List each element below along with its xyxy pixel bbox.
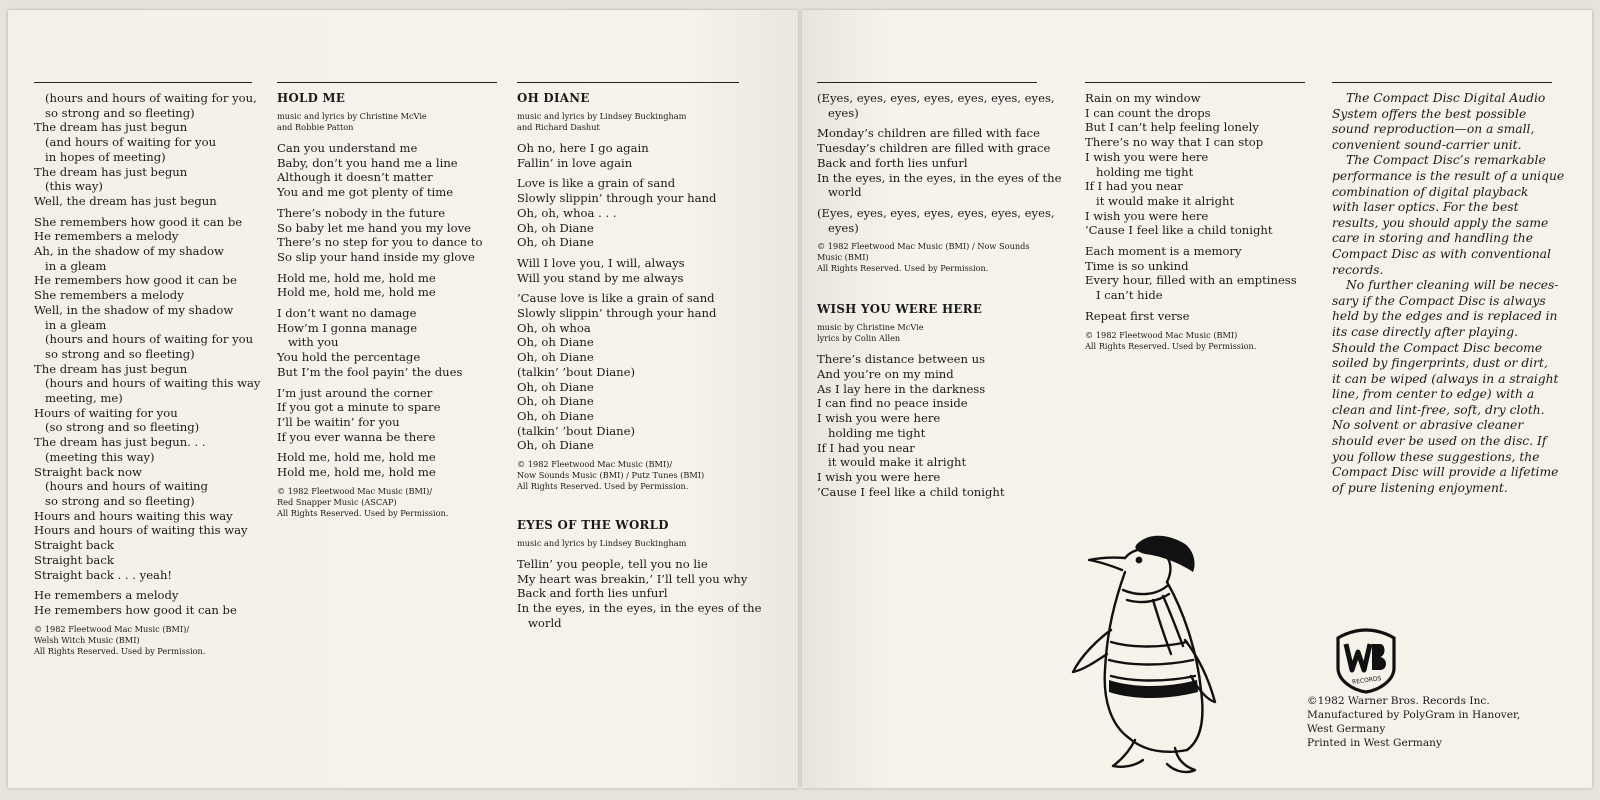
lyric-line: Straight back xyxy=(34,552,114,567)
lyric-line: So slip your hand inside my glove xyxy=(277,249,475,264)
copyright-line: © 1982 Fleetwood Mac Music (BMI) xyxy=(1085,329,1238,340)
lyric-line: Baby, don’t you hand me a line xyxy=(277,155,458,170)
cd-notice-line: held by the edges and is replaced in xyxy=(1332,309,1558,324)
lyric-line: Hold me, hold me, hold me xyxy=(277,450,436,465)
cd-notice-line: convenient sound-carrier unit. xyxy=(1332,137,1522,152)
lyric-line: I can find no peace inside xyxy=(817,396,968,411)
credit-line: lyrics by Colin Allen xyxy=(817,333,901,344)
lyric-line: The dream has just begun xyxy=(34,120,188,135)
lyric-line: ’Cause I feel like a child tonight xyxy=(817,484,1005,499)
lyric-line: Oh no, here I go again xyxy=(517,141,649,155)
column-rule xyxy=(1085,82,1305,83)
lyrics-column-5 xyxy=(1085,82,1305,352)
copyright-line: © 1982 Fleetwood Mac Music (BMI)/ xyxy=(34,623,190,634)
lyric-line: Oh, oh, whoa . . . xyxy=(517,205,617,220)
credit-line: music and lyrics by Christine McVie xyxy=(277,111,427,121)
lyric-line: Oh, oh Diane xyxy=(517,350,594,365)
lyric-line: Oh, oh Diane xyxy=(517,438,594,453)
cd-notice-line: clean and lint-free, soft, dry cloth. xyxy=(1332,402,1545,417)
lyrics-stanzas xyxy=(277,141,497,480)
lyric-line: The dream has just begun xyxy=(34,164,188,179)
stanza xyxy=(277,386,497,445)
cd-notice-line: Compact Disc will provide a lifetime xyxy=(1332,465,1559,480)
lyric-line: (hours and hours of waiting this way xyxy=(45,376,261,391)
lyric-line: She remembers a melody xyxy=(34,288,184,303)
stanza xyxy=(277,306,497,380)
lyric-line: Will I love you, I will, always xyxy=(517,255,685,270)
lyric-line: I can’t hide xyxy=(1096,288,1163,303)
lyric-line: Each moment is a memory xyxy=(1085,244,1242,259)
lyric-line: Every hour, filled with an emptiness xyxy=(1085,273,1297,288)
song-credit xyxy=(517,538,739,549)
song-credit xyxy=(517,111,739,133)
lyrics-lines xyxy=(1085,91,1305,324)
copyright-line: Red Snapper Music (ASCAP) xyxy=(277,496,397,507)
lyric-line: I wish you were here xyxy=(1085,208,1209,223)
lyric-line: If I had you near xyxy=(1085,179,1183,194)
lyric-line: Straight back . . . yeah! xyxy=(34,567,173,582)
copyright-line: © 1982 Fleetwood Mac Music (BMI)/ xyxy=(517,459,673,470)
label-line: Manufactured by PolyGram in Hanover, xyxy=(1307,709,1521,721)
cd-notice-text xyxy=(1332,91,1565,496)
lyric-line: in a gleam xyxy=(45,317,107,332)
stanza xyxy=(517,291,739,453)
credit-line: and Richard Dashut xyxy=(517,122,600,132)
cd-notice-line: No solvent or abrasive cleaner xyxy=(1332,418,1524,433)
lyrics-lines xyxy=(817,352,1037,499)
lyric-line: holding me tight xyxy=(1096,164,1194,179)
beret xyxy=(1135,536,1194,572)
song-credit xyxy=(817,322,1037,344)
lyric-line: holding me tight xyxy=(828,425,926,440)
lyric-line: Oh, oh Diane xyxy=(517,408,594,423)
lyric-line: Well, the dream has just begun xyxy=(34,193,217,208)
cd-notice-line: The Compact Disc’s remarkable xyxy=(1346,153,1546,168)
lyric-line: Rain on my window xyxy=(1085,91,1201,105)
song-title-wish-you-were-here: WISH YOU WERE HERE xyxy=(817,302,983,317)
left-page xyxy=(8,10,798,788)
label-line: ©1982 Warner Bros. Records Inc. xyxy=(1307,695,1490,707)
lyric-line: world xyxy=(828,185,862,200)
lyrics-column-oh-diane xyxy=(517,82,762,631)
lyric-line: He remembers how good it can be xyxy=(34,273,237,288)
label-footer xyxy=(1307,694,1520,750)
copyright-line: © 1982 Fleetwood Mac Music (BMI) / Now Sounds xyxy=(817,241,1030,252)
lyric-line: Fallin’ in love again xyxy=(517,155,633,170)
lyric-line: Oh, oh Diane xyxy=(517,235,594,250)
song-credit xyxy=(277,111,497,133)
cd-notice-line: sary if the Compact Disc is always xyxy=(1332,293,1546,308)
copyright-line: All Rights Reserved. Used by Permission. xyxy=(34,645,206,656)
cd-notice-line: results, you should apply the same xyxy=(1332,215,1549,230)
copyright-notice xyxy=(817,241,1037,274)
lyric-line: Love is like a grain of sand xyxy=(517,176,676,191)
lyric-line: Oh, oh Diane xyxy=(517,394,594,409)
copyright-line: Now Sounds Music (BMI) / Putz Tunes (BMI) xyxy=(517,470,705,481)
lyric-line: You hold the percentage xyxy=(277,350,421,365)
stanza xyxy=(277,141,497,200)
lyric-line: Oh, oh whoa xyxy=(517,320,591,335)
label-line: Printed in West Germany xyxy=(1307,737,1442,749)
cd-notice-line: performance is the result of a unique xyxy=(1332,168,1565,183)
right-page xyxy=(802,10,1592,788)
column-rule xyxy=(817,82,1037,83)
lyric-line: I don’t want no damage xyxy=(277,306,417,321)
lyric-line: (talkin’ ’bout Diane) xyxy=(517,364,636,379)
cd-notice-line: records. xyxy=(1332,262,1384,277)
lyric-line: You and me got plenty of time xyxy=(277,185,454,200)
lyric-line: in a gleam xyxy=(45,258,107,273)
label-line: West Germany xyxy=(1307,723,1386,735)
lyric-line: The dream has just begun xyxy=(34,361,188,376)
lyric-line: As I lay here in the darkness xyxy=(817,381,986,396)
credit-line: and Robbie Patton xyxy=(277,122,354,132)
lyric-line: (hours and hours of waiting for you xyxy=(45,332,254,347)
lyrics-lines xyxy=(34,91,261,618)
lyric-line: so strong and so fleeting) xyxy=(45,493,195,508)
wb-logo-label: RECORDS xyxy=(1351,674,1382,687)
lyric-line: I’m just around the corner xyxy=(277,385,433,400)
lyric-line: meeting, me) xyxy=(45,391,123,406)
cd-notice-line: it can be wiped (always in a straight xyxy=(1332,371,1559,386)
lyric-line: The dream has just begun. . . xyxy=(34,435,206,450)
cd-notice-line: Compact Disc as with conventional xyxy=(1332,246,1551,261)
lyric-line: So baby let me hand you my love xyxy=(277,220,472,235)
lyric-line: If I had you near xyxy=(817,440,915,455)
lyric-line: eyes) xyxy=(828,105,859,120)
lyric-line: Tellin’ you people, tell you no lie xyxy=(517,557,708,572)
lyric-line: (meeting this way) xyxy=(45,449,155,464)
lyric-line: I wish you were here xyxy=(817,469,941,484)
lyric-line: Oh, oh Diane xyxy=(517,379,594,394)
lyric-line: He remembers a melody xyxy=(34,588,179,603)
lyric-line: My heart was breakin,’ I’ll tell you why xyxy=(517,571,748,586)
cd-notice-line: care in storing and handling the xyxy=(1332,231,1533,246)
lyric-line: eyes) xyxy=(828,220,859,235)
copyright-line: All Rights Reserved. Used by Permission. xyxy=(517,481,689,492)
lyric-line: But I can’t help feeling lonely xyxy=(1085,120,1259,135)
lyric-line: Time is so unkind xyxy=(1085,258,1189,273)
lyrics-column-1 xyxy=(34,82,261,657)
copyright-line: All Rights Reserved. Used by Permission. xyxy=(277,507,449,518)
cd-notice-line: No further cleaning will be neces- xyxy=(1346,278,1559,293)
lyric-line: (this way) xyxy=(45,179,103,194)
cd-notice-line: sound reproduction—on a small, xyxy=(1332,122,1535,137)
lyric-line: Oh, oh Diane xyxy=(517,335,594,350)
lyric-line: (Eyes, eyes, eyes, eyes, eyes, eyes, eyes, xyxy=(817,205,1055,220)
cd-notice-line: you follow these suggestions, the xyxy=(1332,449,1540,464)
lyric-line: (talkin’ ’bout Diane) xyxy=(517,423,636,438)
lyric-line: (and hours of waiting for you xyxy=(45,135,217,150)
lyric-line: Straight back now xyxy=(34,464,142,479)
credit-line: music and lyrics by Lindsey Buckingham xyxy=(517,111,687,121)
stanza xyxy=(277,206,497,265)
column-rule xyxy=(34,82,252,83)
cd-notice-line: soiled by fingerprints, dust or dirt, xyxy=(1332,356,1548,371)
lyric-line: Will you stand by me always xyxy=(517,270,684,285)
song-title-hold-me: HOLD ME xyxy=(277,91,346,105)
copyright-line: Welsh Witch Music (BMI) xyxy=(34,634,140,645)
copyright-notice xyxy=(277,486,497,519)
lyric-line: Slowly slippin’ through your hand xyxy=(517,191,717,206)
cd-notice-line: combination of digital playback xyxy=(1332,184,1529,199)
lyric-line: In the eyes, in the eyes, in the eyes of the xyxy=(517,601,762,616)
lyrics-column-4 xyxy=(817,82,1062,499)
lyric-line: ’Cause I feel like a child tonight xyxy=(1085,223,1273,238)
lyric-line: Can you understand me xyxy=(277,141,418,155)
lyric-line: world xyxy=(528,615,562,630)
lyric-line: I’ll be waitin’ for you xyxy=(277,414,400,429)
lyric-line: How’m I gonna manage xyxy=(277,320,418,335)
song-title-oh-diane: OH DIANE xyxy=(517,91,590,105)
lyric-line: Hold me, hold me, hold me xyxy=(277,285,436,300)
lyric-line: Back and forth lies unfurl xyxy=(817,155,968,170)
wb-records-logo xyxy=(1334,628,1398,694)
lyric-line: it would make it alright xyxy=(1096,193,1235,208)
lyric-line: Straight back xyxy=(34,538,114,553)
lyric-line: He remembers how good it can be xyxy=(34,602,237,617)
copyright-line: © 1982 Fleetwood Mac Music (BMI)/ xyxy=(277,485,433,496)
stanza xyxy=(277,271,497,300)
lyric-line: There’s nobody in the future xyxy=(277,205,446,220)
lyric-line: (so strong and so fleeting) xyxy=(45,420,200,435)
copyright-notice xyxy=(34,624,252,657)
lyric-line: If you got a minute to spare xyxy=(277,400,441,415)
lyric-line: She remembers how good it can be xyxy=(34,214,243,229)
lyric-line: Hours and hours of waiting this way xyxy=(34,523,248,538)
cd-notice-line: line, from center to edge) with a xyxy=(1332,387,1535,402)
lyric-line: Tuesday’s children are filled with grace xyxy=(817,141,1051,156)
credit-line: music by Christine McVie xyxy=(817,322,924,333)
compact-disc-notice xyxy=(1332,82,1565,496)
lyric-line: There’s no way that I can stop xyxy=(1085,135,1264,150)
lyric-line: it would make it alright xyxy=(828,455,967,470)
lyrics-column-hold-me xyxy=(277,82,497,519)
lyric-line: If you ever wanna be there xyxy=(277,429,436,444)
lyric-line: He remembers a melody xyxy=(34,229,179,244)
lyric-line: Ah, in the shadow of my shadow xyxy=(34,244,224,259)
lyric-line: (hours and hours of waiting for you, xyxy=(45,91,257,105)
lyric-line: Although it doesn’t matter xyxy=(277,170,433,185)
column-rule xyxy=(517,82,739,83)
lyric-line: in hopes of meeting) xyxy=(45,149,166,164)
lyric-line: Hours of waiting for you xyxy=(34,405,178,420)
cd-notice-line: should ever be used on the disc. If xyxy=(1332,434,1547,449)
copyright-line: Music (BMI) xyxy=(817,252,869,263)
lyric-line: Oh, oh Diane xyxy=(517,220,594,235)
lyric-line: Hold me, hold me, hold me xyxy=(277,270,436,285)
lyric-line: Well, in the shadow of my shadow xyxy=(34,302,234,317)
lyric-line: (Eyes, eyes, eyes, eyes, eyes, eyes, eyes, xyxy=(817,91,1055,105)
lyric-line: ’Cause love is like a grain of sand xyxy=(517,291,715,306)
column-rule xyxy=(277,82,497,83)
cd-notice-line: its case directly after playing. xyxy=(1332,324,1518,339)
lyric-line: I wish you were here xyxy=(817,411,941,426)
stanza xyxy=(277,450,497,479)
lyrics-lines xyxy=(517,557,762,631)
lyric-line: I can count the drops xyxy=(1085,105,1211,120)
cd-notice-line: System offers the best possible xyxy=(1332,106,1527,121)
copyright-notice xyxy=(1085,330,1305,352)
lyric-line: (hours and hours of waiting xyxy=(45,479,208,494)
copyright-notice xyxy=(517,459,739,492)
lyric-line: Hours and hours waiting this way xyxy=(34,508,233,523)
lyric-line: Slowly slippin’ through your hand xyxy=(517,306,717,321)
lyric-line: with you xyxy=(288,335,339,350)
stanza xyxy=(517,176,739,250)
lyric-line: Back and forth lies unfurl xyxy=(517,586,668,601)
column-rule xyxy=(1332,82,1552,83)
cd-notice-line: of pure listening enjoyment. xyxy=(1332,480,1508,495)
lyric-line: I wish you were here xyxy=(1085,149,1209,164)
stanza xyxy=(517,256,739,285)
lyric-line: There’s no step for you to dance to xyxy=(277,235,483,250)
lyric-line: so strong and so fleeting) xyxy=(45,105,195,120)
song-title-eyes-of-the-world: EYES OF THE WORLD xyxy=(517,518,669,533)
lyric-line: In the eyes, in the eyes, in the eyes of the xyxy=(817,170,1062,185)
lyric-line: Repeat first verse xyxy=(1085,308,1190,323)
copyright-line: All Rights Reserved. Used by Permission. xyxy=(1085,340,1257,351)
lyric-line: But I’m the fool payin’ the dues xyxy=(277,364,463,379)
credit-line: music and lyrics by Lindsey Buckingham xyxy=(517,538,687,549)
cd-notice-line: The Compact Disc Digital Audio xyxy=(1346,91,1546,105)
lyric-line: And you’re on my mind xyxy=(817,367,954,382)
lyric-line: Hold me, hold me, hold me xyxy=(277,465,436,480)
copyright-line: All Rights Reserved. Used by Permission. xyxy=(817,263,989,274)
cd-notice-line: Should the Compact Disc become xyxy=(1332,340,1543,355)
lyric-line: so strong and so fleeting) xyxy=(45,346,195,361)
lyric-line: There’s distance between us xyxy=(817,352,986,367)
cd-notice-line: with laser optics. For the best xyxy=(1332,200,1519,215)
lyrics-lines xyxy=(817,91,1062,235)
lyrics-stanzas xyxy=(517,141,739,453)
penguin-illustration xyxy=(1067,530,1237,778)
stanza xyxy=(517,141,739,170)
lyric-line: Monday’s children are filled with face xyxy=(817,126,1040,141)
